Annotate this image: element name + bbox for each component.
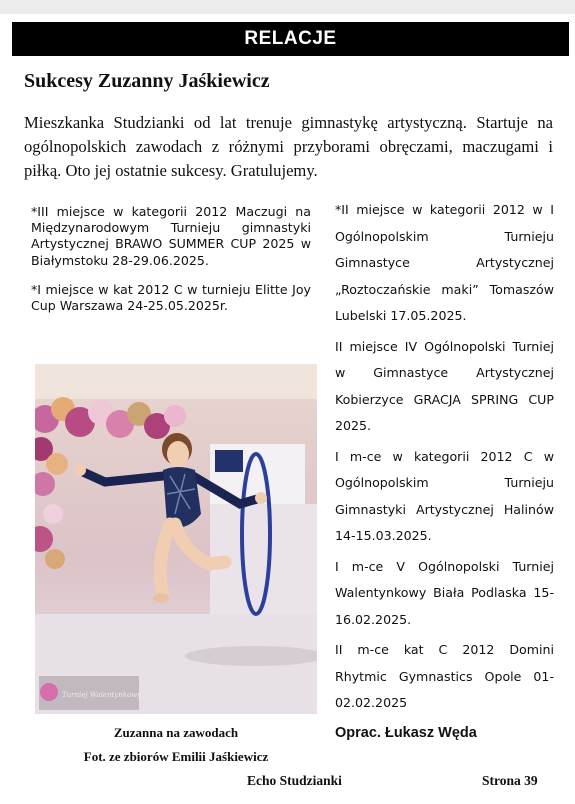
photo-caption: Zuzanna na zawodach [113,725,239,740]
result-item: *I miejsce w kat 2012 C w turnieju Elitte Joy Cup Warszawa 24-25.05.2025r. [31,281,311,314]
article-author: Oprac. Łukasz Węda [335,724,477,741]
result-item: I m-ce w kategorii 2012 C w Ogólnopolskim Turnieju Gimnastyki Artystycznej Halinów 14-15.03.2025. [335,448,554,543]
footer-page-number: Strona 39 [482,773,538,788]
gymnast-photo [35,364,317,714]
result-item: I m-ce V Ogólnopolski Turniej Walentynkowy Biała Podlaska 15-16.02.2025. [335,558,554,627]
result-item: *II miejsce w kategorii 2012 w I Ogólnopolskim Turnieju Gimnastyce Artystycznej „Roztoczańskie maki” Tomaszów Lubelski 17.05.2025. [335,202,554,323]
photo-credit: Fot. ze zbiorów Emilii Jaśkiewicz [83,749,269,764]
section-banner: RELACJE [12,22,569,56]
gymnast-photo-illustration [35,364,317,714]
article-intro: Mieszkanka Studzianki od lat trenuje gimnastykę artystyczną. Startuje na ogólnopolskich zawodach z różnymi przyborami obręczami, maczugami i piłką. Oto jej ostatnie sukcesy. Gratulujemy. [24,113,553,180]
article-title: Sukcesy Zuzanny Jaśkiewicz [24,70,270,92]
result-item: *III miejsce w kategorii 2012 Maczugi na Międzynarodowym Turnieju gimnastyki Artystycznej BRAWO SUMMER CUP 2025 w Białymstoku 28-29.06.2025. [31,204,311,268]
result-item: II miejsce IV Ogólnopolski Turniej w Gimnastyce Artystycznej Kobierzyce GRACJA SPRING CUP 2025. [335,338,554,433]
page-top-strip [0,0,575,14]
result-item: II m-ce kat C 2012 Domini Rhytmic Gymnastics Opole 01-02.02.2025 [335,642,554,710]
right-column [335,197,554,746]
left-column [31,204,311,327]
footer-publication: Echo Studzianki [247,773,342,788]
photo-watermark-text: Turniej Walentynkowy [62,691,142,699]
